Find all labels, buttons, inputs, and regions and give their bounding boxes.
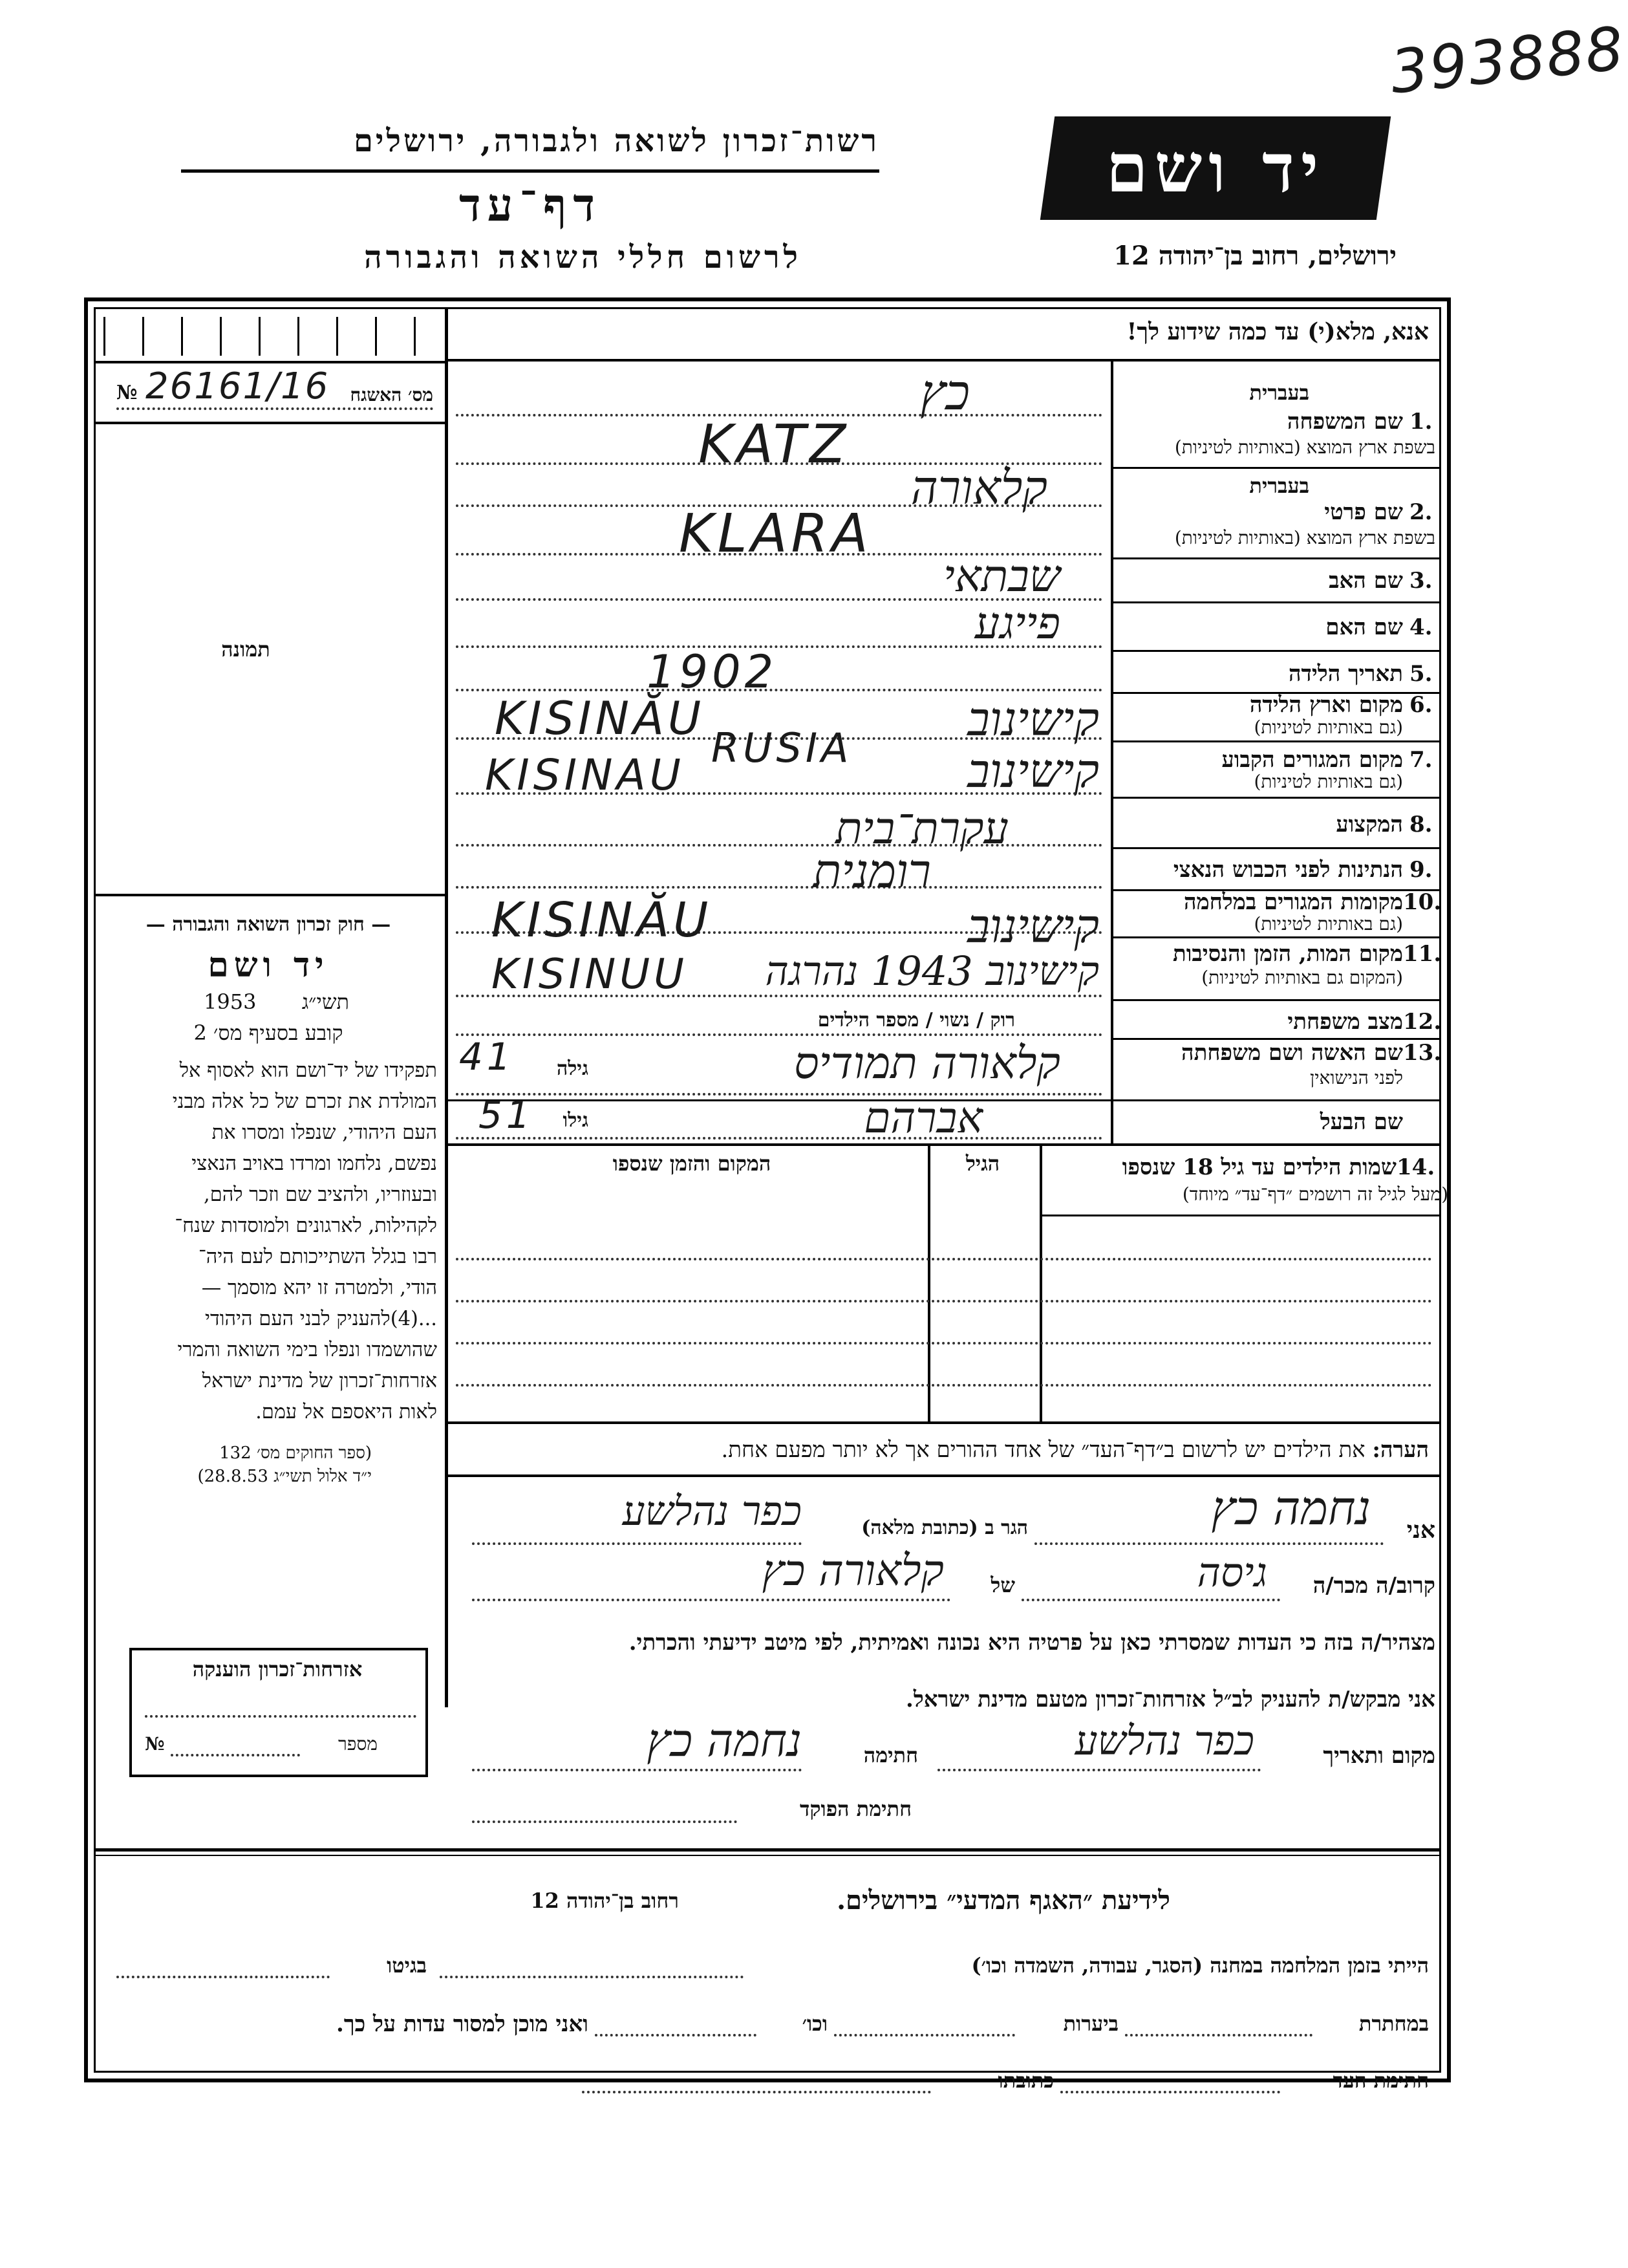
footer-line1-a: הייתי בזמן המלחמה במחנה (הסגר, עבודה, השמדה וכו׳) — [971, 1953, 1429, 1978]
children-col-2 — [928, 1143, 930, 1421]
field-13-age-label: גילה — [556, 1057, 588, 1080]
field-3-label: שם האב — [1329, 568, 1403, 594]
law-line: שהושמדו ונפלו בימי השואה והמרי — [177, 1339, 437, 1361]
field-11-value-heb: קישינוב 1943 נהרגה — [765, 947, 1099, 995]
note-bottom-line — [448, 1474, 1441, 1477]
witness-relative-label: קרוב/ה מכר/ה — [1312, 1573, 1435, 1599]
witness-lives-value: כפר נהלשע — [622, 1487, 802, 1535]
field-9-value: רומנית — [813, 844, 931, 898]
citizenship-number-sign: № — [145, 1733, 165, 1755]
field-13-label: שם האשה ושם משפחתה — [1181, 1040, 1403, 1066]
field-13-age: 41 — [459, 1035, 515, 1079]
citizenship-box — [129, 1648, 428, 1777]
witness-lives-label: הגר ב (כתובת מלאה) — [861, 1517, 1028, 1539]
field-2-label: שם פרטי — [1324, 499, 1403, 525]
footer-address: רחוב בן־יהודה 12 — [530, 1888, 679, 1913]
reg-box-line — [94, 361, 445, 363]
field-6-label: מקום וארץ הלידה — [1249, 692, 1403, 718]
witness-i-value: נחמה כץ — [1211, 1481, 1371, 1535]
authority-name: רשות־זכרון לשואה ולגבורה, ירושלים — [353, 123, 879, 159]
footer-top-line — [94, 1848, 1441, 1852]
footer-line3-a: חתימת העד — [1333, 2068, 1429, 2093]
husband-value: אברהם — [864, 1093, 983, 1143]
field-6-num: 6. — [1409, 692, 1433, 718]
field-4-value: פייגע — [974, 598, 1060, 649]
witness-declaration: מצהיר/ה בזה כי העדות שמסרתי כאן על פרטיה היא נכונה ואמיתית, לפי מיטב ידיעתי והכרתי. — [628, 1630, 1435, 1656]
law-line: נפשם, נלחמו ומרדו באויב הנאצי — [191, 1152, 437, 1175]
note-line — [459, 1437, 1429, 1463]
field-3-num: 3. — [1409, 568, 1433, 594]
reg-bottom-line — [94, 422, 445, 424]
law-line: המולדת את זכרם של כל אלה מבני — [172, 1090, 437, 1113]
citizenship-number-label: מספר — [338, 1733, 378, 1755]
field-1-sub: בשפת ארץ המוצא (באותיות לטיניות) — [1174, 437, 1435, 458]
field-8-num: 8. — [1409, 812, 1433, 837]
note-label: הערה: — [1372, 1437, 1429, 1463]
witness-of-label: של — [991, 1573, 1015, 1597]
authority-underline — [181, 169, 879, 173]
field-10-label: מקומות המגורים במלחמה — [1183, 889, 1403, 915]
field-6-value-lat: KISINĂU — [495, 692, 705, 745]
witness-signature-label: חתימה — [863, 1743, 918, 1767]
field-6-sub: (גם באותיות לטיניות) — [1254, 717, 1403, 738]
footer-line2-a: במחתרת — [1358, 2011, 1429, 2036]
field-4-label: שם האם — [1325, 614, 1403, 640]
children-col-1 — [1040, 1143, 1042, 1421]
children-col-place: המקום והזמן שנספו — [612, 1151, 771, 1176]
field-7-sub: (גם באותיות לטיניות) — [1254, 771, 1403, 792]
field-11-num: 11. — [1403, 941, 1442, 967]
law-line: תפקידו של יד־ושם הוא לאסוף אל — [179, 1059, 437, 1082]
field-10-sub: (גם באותיות לטיניות) — [1254, 913, 1403, 934]
law-line: לאות היאספם אל עמם. — [255, 1401, 437, 1423]
law-line: ...(4)להעניק לבני העם היהודי — [205, 1308, 437, 1330]
label-column-divider — [1111, 362, 1113, 1144]
witness-of-value: קלאורה כץ — [762, 1546, 944, 1595]
field-1-heb-label: בעברית — [1249, 380, 1309, 405]
reg-label: מס׳ האשגח — [350, 384, 433, 405]
children-bottom-line — [448, 1421, 1441, 1424]
field-5-value: 1902 — [647, 645, 778, 698]
field-12-label: מצב משפחתי — [1287, 1009, 1403, 1035]
field-13-sub: לפני הנישואין — [1310, 1067, 1403, 1088]
field-10-value-lat: KISINĂU — [491, 892, 712, 948]
field-7-value-lat: KISINAU — [485, 750, 685, 800]
field-2-sub: בשפת ארץ המוצא (באותיות לטיניות) — [1174, 527, 1435, 548]
intro-text: אנא, מלא(י) עד כמה שידוע לך! — [1126, 318, 1429, 345]
reg-sign: № — [116, 382, 138, 404]
field-2-value-heb: קלאורה — [910, 460, 1047, 515]
law-line: ובעוזריו, ולהציב שם וזכר להם, — [204, 1183, 437, 1206]
law-year: 1953 — [204, 989, 257, 1014]
field-10-value-heb: קישינוב — [967, 899, 1099, 953]
witness-place-date-value: כפר נהלשע — [1075, 1717, 1254, 1764]
field-8-value: עקרת־בית — [835, 803, 1009, 854]
field-11-label: מקום המות, הזמן והנסיבות — [1172, 941, 1403, 967]
witness-request: אני מבקש/ת להעניק לב״ל אזרחות־זכרון מטעם מדינת ישראל. — [906, 1687, 1435, 1712]
law-line: העם היהודי, שנפלו ומסרו את — [211, 1121, 437, 1144]
children-col-age: הגיל — [965, 1151, 1000, 1176]
husband-age-label: גילו — [562, 1109, 588, 1132]
field-8-label: המקצוע — [1336, 812, 1403, 837]
footer-line2-d: ואני מוכן למסור עדות על כך. — [336, 2011, 588, 2037]
field-5-label: תאריך הלידה — [1288, 661, 1403, 687]
field-6-value-heb: קישינוב — [967, 692, 1099, 746]
photo-bottom-line — [94, 894, 445, 896]
law-body — [102, 1055, 437, 1428]
field-2-value-lat: KLARA — [679, 503, 872, 565]
husband-label: שם הבעל — [1320, 1109, 1403, 1135]
reg-ticks — [103, 317, 427, 356]
field-2-num: 2. — [1409, 499, 1433, 525]
field-6-value-extra: RUSIA — [711, 724, 853, 772]
intro-line — [448, 359, 1441, 362]
citizenship-title: אזרחות־זכרון הוענקה — [192, 1657, 363, 1681]
field-1-label: שם המשפחה — [1287, 409, 1403, 435]
sidebar-divider — [445, 307, 448, 1707]
law-title: — חוק זכרון השואה והגבורה — — [145, 913, 391, 936]
field-10-num: 10. — [1403, 889, 1442, 915]
form-title: דף־עד — [458, 178, 601, 232]
field-11-value-lat: KISINUU — [491, 951, 688, 999]
law-line: לקהילות, לארגונים ולמוסדות שנח־ — [175, 1215, 437, 1237]
header-address: ירושלים, רחוב בן־יהודה 12 — [1113, 241, 1397, 271]
logo-text: יד ושם — [1106, 128, 1325, 208]
law-line: הודי, ולמטרה זו יהא מוסמך — — [201, 1277, 437, 1299]
footer-line1-b: בגיטו — [387, 1953, 427, 1978]
law-year-heb: תשי״ג — [301, 989, 349, 1014]
field-4-num: 4. — [1409, 614, 1433, 640]
field-1-value-lat: KATZ — [698, 414, 850, 475]
law-source-1: (ספר החוקים מס׳ 132 — [219, 1443, 372, 1463]
law-line: רבו בגלל השתייכותם לעם היה־ — [198, 1246, 437, 1268]
note-text: את הילדים יש לרשום ב״דף־העד״ של אחד ההורים אך לא יותר מפעם אחת. — [721, 1437, 1366, 1463]
children-label: שמות הילדים עד גיל 18 שנספו — [1122, 1154, 1397, 1180]
witness-relative-value: גיסה — [1197, 1549, 1267, 1596]
field-9-num: 9. — [1409, 857, 1433, 883]
photo-label: תמונה — [221, 637, 270, 662]
witness-place-date-label: מקום ותאריך — [1323, 1743, 1435, 1769]
field-5-num: 5. — [1409, 661, 1433, 687]
field-7-num: 7. — [1409, 747, 1433, 773]
field-12-num: 12. — [1403, 1009, 1442, 1035]
field-1-num: 1. — [1409, 409, 1433, 435]
field-1-value-heb: כץ — [920, 363, 970, 421]
field-3-value: שבתאי — [943, 551, 1060, 602]
field-12-options: רוק / נשוי / מספר הילדים — [817, 1009, 1015, 1031]
footer-line3-b: כתובתו — [998, 2068, 1054, 2093]
field-7-label: מקום המגורים הקבוע — [1221, 747, 1403, 773]
law-clause: קובע בסעיף מס׳ 2 — [193, 1021, 343, 1045]
footer-title: לידיעת ״האגף המדעי״ בירושלים. — [837, 1885, 1170, 1916]
reg-dots — [116, 407, 433, 410]
form-subtitle: לרשום חללי השואה והגבורה — [364, 239, 802, 275]
officer-label: חתימת הפוקד — [800, 1797, 912, 1821]
footer-line2-c: וכו׳ — [802, 2011, 828, 2036]
field-13-num: 13. — [1403, 1040, 1442, 1066]
field-9-label: הנתינות לפני הכבוש הנאצי — [1173, 857, 1403, 883]
field-13-value: קלאורה תמודיס — [793, 1038, 1060, 1089]
law-name: יד ושם — [208, 945, 329, 985]
witness-i-label: אני — [1406, 1517, 1435, 1544]
yad-vashem-logo — [1040, 116, 1391, 220]
law-line: אזרחות־זכרון של מדינת ישראל — [202, 1370, 437, 1392]
law-source-2: י״ד אלול תשי״ג 28.8.53) — [197, 1467, 372, 1486]
reg-number: 26161/16 — [145, 365, 330, 407]
witness-signature-value: נחמה כץ — [647, 1714, 802, 1767]
field-2-heb-label: בעברית — [1249, 473, 1309, 498]
archive-number: 393888 — [1387, 14, 1628, 107]
field-7-value-heb: קישינוב — [967, 744, 1099, 798]
husband-age: 51 — [478, 1093, 534, 1137]
footer-line2-b: ביערות — [1063, 2011, 1119, 2036]
children-sub: (מעל לגיל זה רושמים ״דף־עד״ מיוחד) — [1182, 1183, 1448, 1205]
children-num: 14. — [1397, 1154, 1435, 1180]
field-11-sub: (המקום גם באותיות לטיניות) — [1201, 967, 1403, 988]
